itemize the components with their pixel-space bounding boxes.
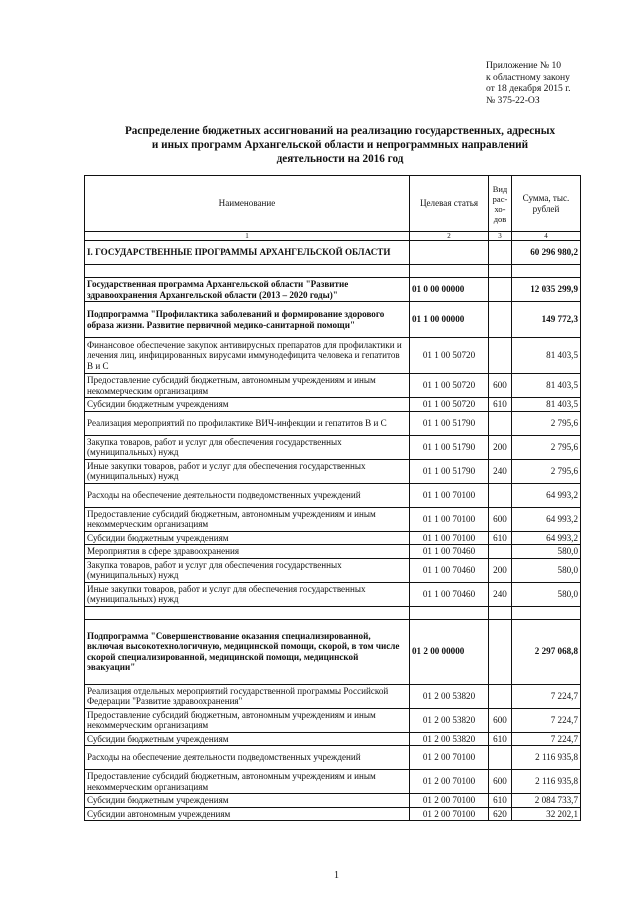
- cell-name: I. ГОСУДАРСТВЕННЫЕ ПРОГРАММЫ АРХАНГЕЛЬСКОЙ ОБЛАСТИ: [85, 241, 410, 265]
- header-name: Наименование: [85, 176, 410, 232]
- cell-name: Подпрограмма "Профилактика заболеваний и формирование здорового образа жизни. Развитие первичной медико-санитарной помощи": [85, 302, 410, 338]
- cell-target-code: 01 2 00 53820: [410, 732, 489, 746]
- cell-target-code: 01 1 00 00000: [410, 302, 489, 338]
- cell-expense-kind: [489, 545, 512, 559]
- cell-name: Подпрограмма "Совершенствование оказания специализированной, включая высокотехнологичную, медицинской помощи, скорой, в том числе скорой специализированной, медицинской помощи, медицинской эвакуации": [85, 619, 410, 684]
- cell-expense-kind: 610: [489, 794, 512, 808]
- title-line: деятельности на 2016 год: [276, 153, 404, 166]
- cell-target-code: 01 0 00 00000: [410, 278, 489, 302]
- cell-sum: 81 403,5: [512, 374, 581, 398]
- cell-sum: 2 084 733,7: [512, 794, 581, 808]
- cell-sum: [512, 265, 581, 278]
- cell-target-code: 01 2 00 53820: [410, 684, 489, 708]
- cell-expense-kind: 200: [489, 435, 512, 459]
- cell-name: Иные закупки товаров, работ и услуг для обеспечения государственных (муниципальных) нужд: [85, 459, 410, 483]
- table-row: [85, 708, 581, 732]
- cell-expense-kind: 610: [489, 398, 512, 412]
- cell-sum: 60 296 980,2: [512, 241, 581, 265]
- cell-name: Предоставление субсидий бюджетным, автономным учреждениям и иным некоммерческим организациям: [85, 708, 410, 732]
- cell-expense-kind: 240: [489, 582, 512, 606]
- table-row: [85, 241, 581, 265]
- cell-sum: 12 035 299,9: [512, 278, 581, 302]
- table-row: [85, 411, 581, 435]
- cell-expense-kind: 240: [489, 459, 512, 483]
- cell-target-code: [410, 265, 489, 278]
- cell-target-code: 01 1 00 50720: [410, 338, 489, 374]
- table-row: [85, 483, 581, 507]
- cell-target-code: 01 2 00 70100: [410, 770, 489, 794]
- appendix-line: Приложение № 10: [486, 60, 562, 71]
- title-line: Распределение бюджетных ассигнований на реализацию государственных, адресных: [124, 125, 556, 137]
- cell-sum: 7 224,7: [512, 708, 581, 732]
- cell-sum: 2 795,6: [512, 435, 581, 459]
- cell-expense-kind: [489, 265, 512, 278]
- cell-expense-kind: [489, 278, 512, 302]
- cell-name: Расходы на обеспечение деятельности подведомственных учреждений: [85, 483, 410, 507]
- cell-name: Финансовое обеспечение закупок антивирусных препаратов для профилактики и лечения лиц, инфицированных вирусами иммунодефицита человека и гепатитов В и С: [85, 338, 410, 374]
- cell-target-code: 01 1 00 51790: [410, 459, 489, 483]
- cell-expense-kind: [489, 338, 512, 374]
- cell-name: Субсидии автономным учреждениям: [85, 807, 410, 821]
- column-number: 4: [512, 232, 581, 241]
- cell-sum: 64 993,2: [512, 483, 581, 507]
- cell-target-code: 01 1 00 70460: [410, 545, 489, 559]
- appendix-line: № 375-22-ОЗ: [486, 94, 540, 106]
- cell-target-code: 01 1 00 50720: [410, 398, 489, 412]
- table-row: [85, 794, 581, 808]
- cell-expense-kind: [489, 241, 512, 265]
- cell-sum: [512, 606, 581, 619]
- cell-target-code: 01 1 00 70100: [410, 507, 489, 531]
- cell-name: [85, 606, 410, 619]
- cell-expense-kind: 600: [489, 374, 512, 398]
- cell-target-code: [410, 606, 489, 619]
- table-row: [85, 507, 581, 531]
- table-row: [85, 338, 581, 374]
- cell-name: Иные закупки товаров, работ и услуг для обеспечения государственных (муниципальных) нужд: [85, 582, 410, 606]
- cell-target-code: 01 1 00 70460: [410, 582, 489, 606]
- cell-name: Реализация отдельных мероприятий государственной программы Российской Федерации "Развитие здравоохранения": [85, 684, 410, 708]
- appendix-line: к областному закону: [486, 71, 570, 83]
- table-row: [85, 770, 581, 794]
- cell-name: Субсидии бюджетным учреждениям: [85, 398, 410, 412]
- table-row: [85, 398, 581, 412]
- cell-name: Субсидии бюджетным учреждениям: [85, 531, 410, 545]
- column-number: 2: [410, 232, 489, 241]
- cell-sum: 32 202,1: [512, 807, 581, 821]
- table-row: [85, 545, 581, 559]
- page-number: 1: [334, 870, 339, 881]
- cell-expense-kind: 600: [489, 708, 512, 732]
- spacer-row: [85, 265, 581, 278]
- cell-sum: 7 224,7: [512, 684, 581, 708]
- header-kind: Вид рас-хо-дов: [489, 176, 512, 232]
- cell-sum: 580,0: [512, 558, 581, 582]
- cell-sum: 580,0: [512, 582, 581, 606]
- table-row: [85, 746, 581, 770]
- cell-target-code: 01 1 00 51790: [410, 435, 489, 459]
- cell-expense-kind: [489, 684, 512, 708]
- table-row: [85, 531, 581, 545]
- cell-target-code: 01 1 00 50720: [410, 374, 489, 398]
- cell-sum: 64 993,2: [512, 531, 581, 545]
- cell-name: Субсидии бюджетным учреждениям: [85, 794, 410, 808]
- table-header-row: [85, 176, 581, 232]
- table-row: [85, 732, 581, 746]
- cell-expense-kind: 200: [489, 558, 512, 582]
- column-number: 1: [85, 232, 410, 241]
- cell-target-code: 01 2 00 70100: [410, 746, 489, 770]
- table-row: [85, 684, 581, 708]
- cell-expense-kind: [489, 746, 512, 770]
- cell-target-code: 01 1 00 70100: [410, 483, 489, 507]
- cell-sum: 580,0: [512, 545, 581, 559]
- cell-sum: 81 403,5: [512, 398, 581, 412]
- table-row: [85, 278, 581, 302]
- table-row: [85, 582, 581, 606]
- spacer-row: [85, 606, 581, 619]
- cell-name: Субсидии бюджетным учреждениям: [85, 732, 410, 746]
- cell-target-code: 01 2 00 53820: [410, 708, 489, 732]
- cell-sum: 2 116 935,8: [512, 746, 581, 770]
- table-row: [85, 435, 581, 459]
- cell-target-code: 01 2 00 70100: [410, 807, 489, 821]
- budget-table: [84, 175, 581, 821]
- column-number: 3: [489, 232, 512, 241]
- table-row: [85, 619, 581, 684]
- cell-expense-kind: 600: [489, 770, 512, 794]
- cell-expense-kind: [489, 302, 512, 338]
- cell-sum: 64 993,2: [512, 507, 581, 531]
- table-row: [85, 374, 581, 398]
- cell-expense-kind: 610: [489, 531, 512, 545]
- title-line: и иных программ Архангельской области и непрограммных направлений: [151, 139, 529, 152]
- cell-target-code: 01 2 00 70100: [410, 794, 489, 808]
- cell-name: Предоставление субсидий бюджетным, автономным учреждениям и иным некоммерческим организациям: [85, 770, 410, 794]
- cell-expense-kind: [489, 411, 512, 435]
- cell-name: Закупка товаров, работ и услуг для обеспечения государственных (муниципальных) нужд: [85, 435, 410, 459]
- cell-expense-kind: [489, 483, 512, 507]
- header-target: Целевая статья: [410, 176, 489, 232]
- cell-expense-kind: [489, 606, 512, 619]
- table-row: [85, 558, 581, 582]
- column-number-row: [85, 232, 581, 241]
- cell-name: Предоставление субсидий бюджетным, автономным учреждениям и иным некоммерческим организациям: [85, 374, 410, 398]
- table-row: [85, 807, 581, 821]
- appendix-line: от 18 декабря 2015 г.: [486, 83, 571, 95]
- cell-expense-kind: 610: [489, 732, 512, 746]
- cell-expense-kind: [489, 619, 512, 684]
- cell-sum: 149 772,3: [512, 302, 581, 338]
- cell-name: Закупка товаров, работ и услуг для обеспечения государственных (муниципальных) нужд: [85, 558, 410, 582]
- cell-name: Расходы на обеспечение деятельности подведомственных учреждений: [85, 746, 410, 770]
- cell-sum: 2 795,6: [512, 459, 581, 483]
- header-sum: Сумма, тыс. рублей: [512, 176, 581, 232]
- cell-target-code: 01 1 00 51790: [410, 411, 489, 435]
- cell-expense-kind: 620: [489, 807, 512, 821]
- table-row: [85, 302, 581, 338]
- cell-sum: 2 297 068,8: [512, 619, 581, 684]
- cell-sum: 7 224,7: [512, 732, 581, 746]
- cell-name: Предоставление субсидий бюджетным, автономным учреждениям и иным некоммерческим организациям: [85, 507, 410, 531]
- cell-target-code: [410, 241, 489, 265]
- cell-name: Мероприятия в сфере здравоохранения: [85, 545, 410, 559]
- cell-sum: 2 116 935,8: [512, 770, 581, 794]
- cell-name: Реализация мероприятий по профилактике ВИЧ-инфекции и гепатитов В и С: [85, 411, 410, 435]
- cell-sum: 2 795,6: [512, 411, 581, 435]
- appendix-note: [486, 60, 571, 106]
- cell-name: Государственная программа Архангельской области "Развитие здравоохранения Архангельской области (2013 – 2020 годы)": [85, 278, 410, 302]
- cell-name: [85, 265, 410, 278]
- cell-target-code: 01 2 00 00000: [410, 619, 489, 684]
- table-row: [85, 459, 581, 483]
- cell-sum: 81 403,5: [512, 338, 581, 374]
- cell-target-code: 01 1 00 70460: [410, 558, 489, 582]
- cell-target-code: 01 1 00 70100: [410, 531, 489, 545]
- cell-expense-kind: 600: [489, 507, 512, 531]
- document-title: [86, 124, 594, 167]
